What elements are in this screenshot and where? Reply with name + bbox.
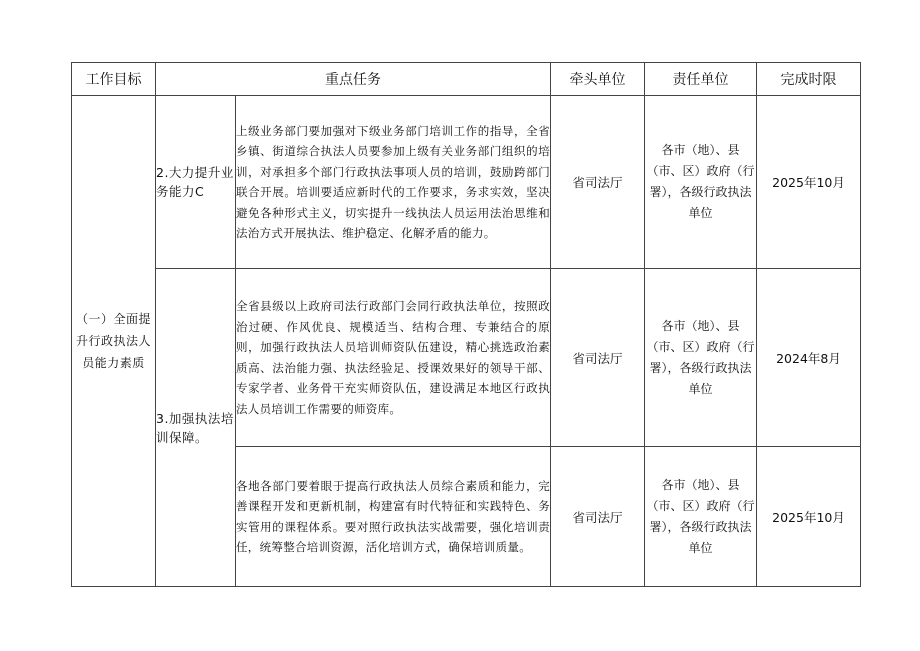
deadline: 2024年8月 — [757, 269, 861, 447]
header-responsible: 责任单位 — [645, 63, 757, 96]
responsible-units: 各市（地）、县（市、区）政府（行署），各级行政执法单位 — [645, 269, 757, 447]
deadline: 2025年10月 — [757, 96, 861, 269]
responsible-units: 各市（地）、县（市、区）政府（行署），各级行政执法单位 — [645, 447, 757, 587]
subgoal-2: 2.大力提升业务能力C — [156, 96, 236, 269]
task-text: 全省县级以上政府司法行政部门会同行政执法单位，按照政治过硬、作风优良、规模适当、结构合理、专兼结合的原则，加强行政执法人员培训师资队伍建设，精心挑选政治素质高、法治能力强、执法经验足、授课效果好的领导干部、专家学者、业务骨干充实师资队伍，建设满足本地区行政执法人员培训工作需要的师资库。 — [236, 269, 551, 447]
header-lead: 牵头单位 — [551, 63, 645, 96]
lead-unit: 省司法厅 — [551, 447, 645, 587]
header-goal: 工作目标 — [72, 63, 156, 96]
table-row — [72, 269, 861, 447]
header-tasks: 重点任务 — [156, 63, 551, 96]
lead-unit: 省司法厅 — [551, 96, 645, 269]
goal-cell: （一）全面提升行政执法人员能力素质 — [72, 96, 156, 587]
header-row — [72, 63, 861, 96]
task-table — [71, 62, 861, 587]
task-text: 上级业务部门要加强对下级业务部门培训工作的指导，全省乡镇、街道综合执法人员要参加上级有关业务部门组织的培训，对承担多个部门行政执法事项人员的培训，鼓励跨部门联合开展。培训要适应新时代的工作要求，务求实效，坚决避免各种形式主义，切实提升一线执法人员运用法治思维和法治方式开展执法、维护稳定、化解矛盾的能力。 — [236, 96, 551, 269]
deadline: 2025年10月 — [757, 447, 861, 587]
task-text: 各地各部门要着眼于提高行政执法人员综合素质和能力，完善课程开发和更新机制，构建富有时代特征和实践特色、务实管用的课程体系。要对照行政执法实战需要，强化培训责任，统筹整合培训资源，活化培训方式，确保培训质量。 — [236, 447, 551, 587]
subgoal-3: 3.加强执法培训保障。 — [156, 269, 236, 587]
lead-unit: 省司法厅 — [551, 269, 645, 447]
responsible-units: 各市（地）、县（市、区）政府（行署），各级行政执法单位 — [645, 96, 757, 269]
table-row — [72, 96, 861, 269]
header-deadline: 完成时限 — [757, 63, 861, 96]
